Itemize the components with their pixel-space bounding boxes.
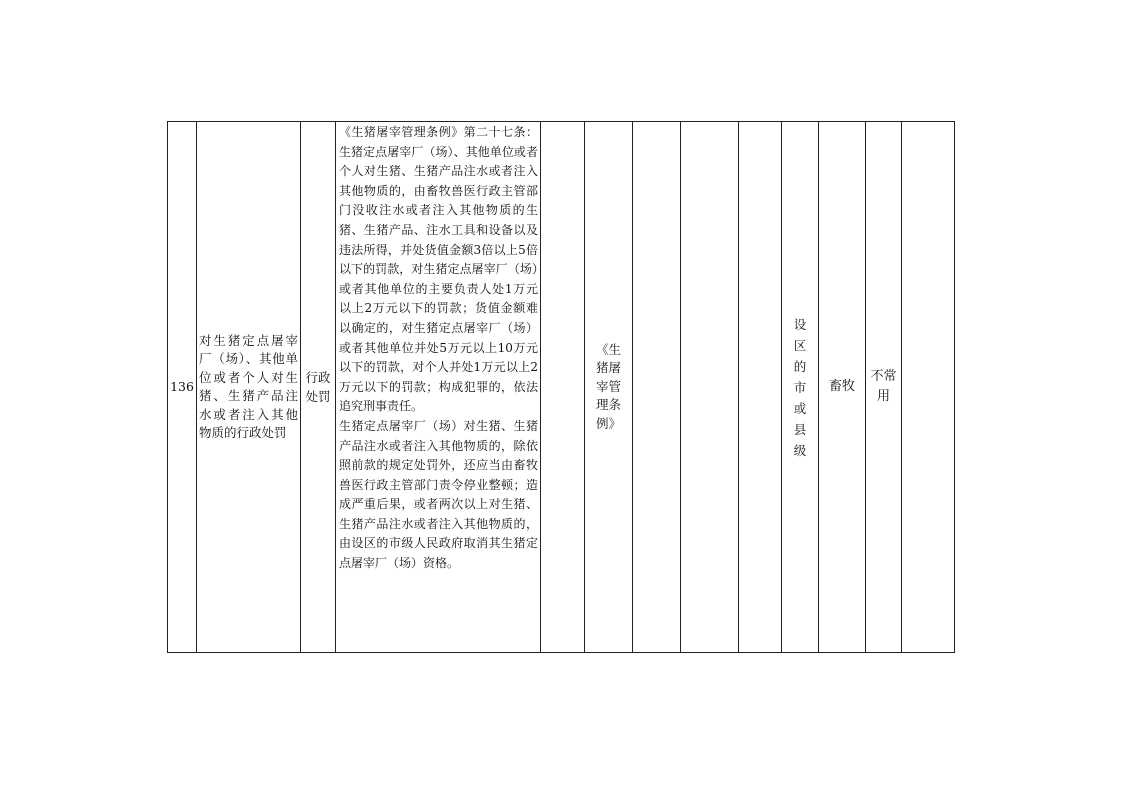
frequency-cell bbox=[866, 122, 902, 653]
level-cell bbox=[782, 122, 819, 653]
item-type-cell bbox=[301, 122, 336, 653]
empty-cell-9 bbox=[739, 122, 782, 653]
item-name: 对生猪定点屠宰厂（场）、其他单位或者个人对生猪、生猪产品注水或者注入其他物质的行政处罚 bbox=[199, 332, 298, 440]
department: 畜牧 bbox=[828, 379, 855, 394]
table-row bbox=[168, 122, 955, 653]
row-number-cell bbox=[168, 122, 197, 653]
law-name-cell bbox=[585, 122, 633, 653]
empty-cell-7 bbox=[633, 122, 681, 653]
item-name-cell bbox=[197, 122, 301, 653]
law-name: 《生猪屠宰管理条例》 bbox=[595, 341, 621, 431]
empty-cell-5 bbox=[541, 122, 585, 653]
row-number: 136 bbox=[170, 379, 194, 394]
empty-cell-13 bbox=[902, 122, 955, 653]
exercise-level: 设区的市或县级 bbox=[793, 316, 807, 458]
item-type: 行政处罚 bbox=[305, 370, 331, 404]
frequency: 不常用 bbox=[870, 369, 897, 404]
department-cell bbox=[819, 122, 866, 653]
document-table bbox=[167, 121, 955, 653]
legal-basis-cell bbox=[336, 122, 541, 653]
legal-basis-paragraph-2: 生猪定点屠宰厂（场）对生猪、生猪产品注水或者注入其他物质的，除依照前款的规定处罚外，还应当由畜牧兽医行政主管部门责令停业整顿；造成严重后果，或者两次以上对生猪、生猪产品注水或者注入其他物质的，由设区的市级人民政府取消其生猪定点屠宰厂（场）资格。 bbox=[339, 418, 538, 571]
empty-cell-8 bbox=[681, 122, 739, 653]
legal-basis-paragraph-1: 《生猪屠宰管理条例》第二十七条：生猪定点屠宰厂（场）、其他单位或者个人对生猪、生猪产品注水或者注入其他物质的，由畜牧兽医行政主管部门没收注水或者注入其他物质的生猪、生猪产品、注水工具和设备以及违法所得，并处货值金额3倍以上5倍以下的罚款，对生猪定点屠宰厂（场）或者其他单位的主要负责人处1万元以上2万元以下的罚款；货值金额难以确定的，对生猪定点屠宰厂（场）或者其他单位并处5万元以上10万元以下的罚款，对个人并处1万元以上2万元以下的罚款；构成犯罪的，依法追究刑事责任。 bbox=[339, 125, 538, 414]
